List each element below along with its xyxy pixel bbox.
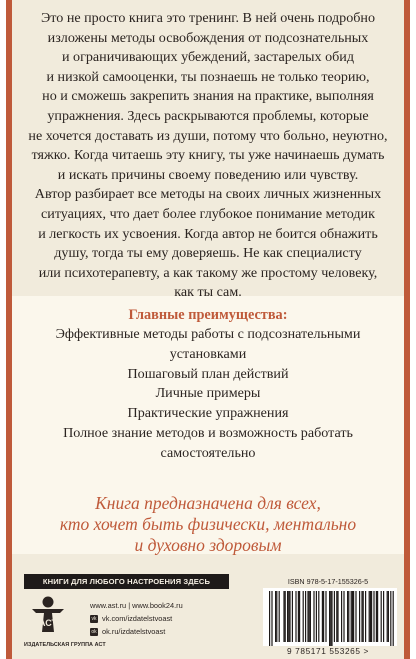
barcode-bar	[276, 591, 277, 642]
description-line: душу, тогда ты ему доверяешь. Не как специалисту	[54, 245, 362, 262]
barcode-bar	[269, 591, 270, 646]
advantage-item: Практические упражнения	[127, 405, 289, 422]
book-description	[22, 9, 394, 303]
publisher-tagline: КНИГИ ДЛЯ ЛЮБОГО НАСТРОЕНИЯ ЗДЕСЬ	[24, 574, 229, 589]
ast-logo	[30, 595, 66, 633]
barcode-bar	[353, 591, 354, 642]
advantage-item: установками	[169, 345, 247, 362]
barcode-bar	[275, 591, 276, 642]
ast-logo-mark	[30, 595, 66, 633]
barcode-bars	[263, 588, 397, 646]
barcode-bar	[292, 591, 293, 642]
barcode-bar	[336, 591, 337, 642]
barcode-bar	[305, 591, 306, 642]
barcode-bar	[283, 591, 284, 642]
description-line: но и сможешь закрепить знания на практике, выполняя	[42, 88, 374, 105]
barcode-bar	[285, 591, 286, 642]
description-line: упражнения. Здесь раскрываются проблемы, которые	[47, 107, 369, 124]
barcode-bar	[322, 591, 323, 642]
barcode-bar	[329, 591, 330, 646]
barcode-bar	[370, 591, 371, 642]
barcode-bar	[337, 591, 338, 642]
barcode-bar	[343, 591, 344, 642]
barcode-bar	[369, 591, 370, 642]
barcode-bar	[377, 591, 378, 642]
description-line: и искать причины своему поведению или чувству.	[57, 166, 359, 183]
barcode	[263, 588, 397, 646]
slogan-line: и духовно здоровым	[134, 535, 282, 555]
barcode-digits: 9 785171 553265 >	[287, 646, 369, 656]
barcode-bar	[310, 591, 311, 642]
barcode-bar	[341, 591, 342, 642]
description-line: и легкость их усвоения. Когда автор не боится обнажить	[38, 225, 378, 242]
advantage-item: Полное знание методов и возможность работать	[63, 424, 353, 441]
barcode-bar	[303, 591, 304, 642]
ok-icon: ok	[91, 628, 97, 635]
barcode-bar	[313, 591, 314, 642]
barcode-bar	[387, 591, 388, 642]
advantages-list	[20, 325, 396, 464]
barcode-bar	[388, 591, 389, 642]
barcode-bar	[383, 591, 384, 642]
barcode-bar	[298, 591, 299, 642]
barcode-bar	[373, 591, 374, 642]
website-links[interactable]: www.ast.ru | www.book24.ru	[90, 601, 183, 610]
advantage-item: Пошаговый план действий	[127, 365, 289, 382]
barcode-bar	[271, 591, 272, 646]
description-line: и низкой самооценки, ты познаешь не только теорию,	[46, 68, 370, 85]
barcode-bar	[331, 591, 332, 646]
barcode-bar	[307, 591, 308, 642]
barcode-bar	[390, 591, 391, 646]
description-line: Автор разбирает все методы на своих личных жизненных	[34, 186, 382, 203]
barcode-bar	[381, 591, 382, 642]
barcode-bar	[359, 591, 360, 642]
barcode-bar	[287, 591, 288, 642]
barcode-bar	[330, 591, 331, 646]
description-line: ситуациях, что дает более глубокое понимание методик	[41, 205, 375, 222]
description-line: не хочется доставать из души, потому что больно, неуютно,	[28, 127, 388, 144]
isbn-number: ISBN 978-5-17-155326-5	[287, 577, 369, 586]
barcode-bar	[371, 591, 372, 642]
barcode-bar	[288, 591, 289, 642]
barcode-bar	[309, 591, 310, 642]
barcode-bar	[361, 591, 362, 642]
barcode-bar	[347, 591, 348, 642]
description-line: или психотерапевту, а как такому же простому человеку,	[38, 264, 378, 281]
slogan-line: кто хочет быть физически, ментально	[59, 514, 357, 534]
barcode-bar	[316, 591, 317, 642]
barcode-bar	[318, 591, 319, 642]
vk-icon: vk	[91, 615, 97, 622]
ok-link[interactable]: ok.ru/izdatelstvoast	[102, 627, 166, 636]
publisher-contacts	[90, 599, 230, 638]
barcode-bar	[299, 591, 300, 642]
advantages-title: Главные преимущества:	[128, 307, 288, 323]
barcode-bar	[393, 591, 394, 646]
description-line: изложены методы освобождения от подсознательных	[47, 29, 369, 46]
vk-row[interactable]	[90, 612, 230, 625]
barcode-bar	[376, 591, 377, 642]
advantage-item: Эффективные методы работы с подсознательными	[55, 326, 361, 342]
vk-link[interactable]: vk.com/izdatelstvoast	[102, 614, 173, 623]
barcode-bar	[325, 591, 326, 642]
barcode-bar	[348, 591, 349, 642]
barcode-bar	[355, 591, 356, 642]
barcode-bar	[363, 591, 364, 642]
advantage-item: самостоятельно	[160, 444, 256, 461]
barcode-bar	[279, 591, 280, 642]
barcode-bar	[289, 591, 290, 642]
advantage-item: Личные примеры	[155, 385, 261, 402]
barcode-bar	[352, 591, 353, 642]
description-line: как ты сам.	[174, 284, 242, 301]
barcode-bar	[295, 591, 296, 642]
barcode-bar	[351, 591, 352, 642]
ok-row[interactable]	[90, 625, 230, 638]
description-line: тяжко. Когда читаешь эту книгу, ты уже начинаешь думать	[31, 147, 385, 164]
publisher-name: ИЗДАТЕЛЬСКАЯ ГРУППА АСТ	[24, 642, 106, 648]
description-line: Это не просто книга это тренинг. В ней очень подробно	[40, 10, 376, 26]
barcode-bar	[334, 591, 335, 642]
description-line: и ограничивающих убеждений, застарелых обид	[61, 49, 355, 66]
barcode-bar	[365, 591, 366, 642]
slogan	[18, 493, 398, 556]
ast-logo-text: АСТ	[38, 618, 58, 628]
barcode-bar	[323, 591, 324, 642]
slogan-line: Книга предназначена для всех,	[95, 493, 321, 513]
website-row[interactable]	[90, 599, 230, 612]
